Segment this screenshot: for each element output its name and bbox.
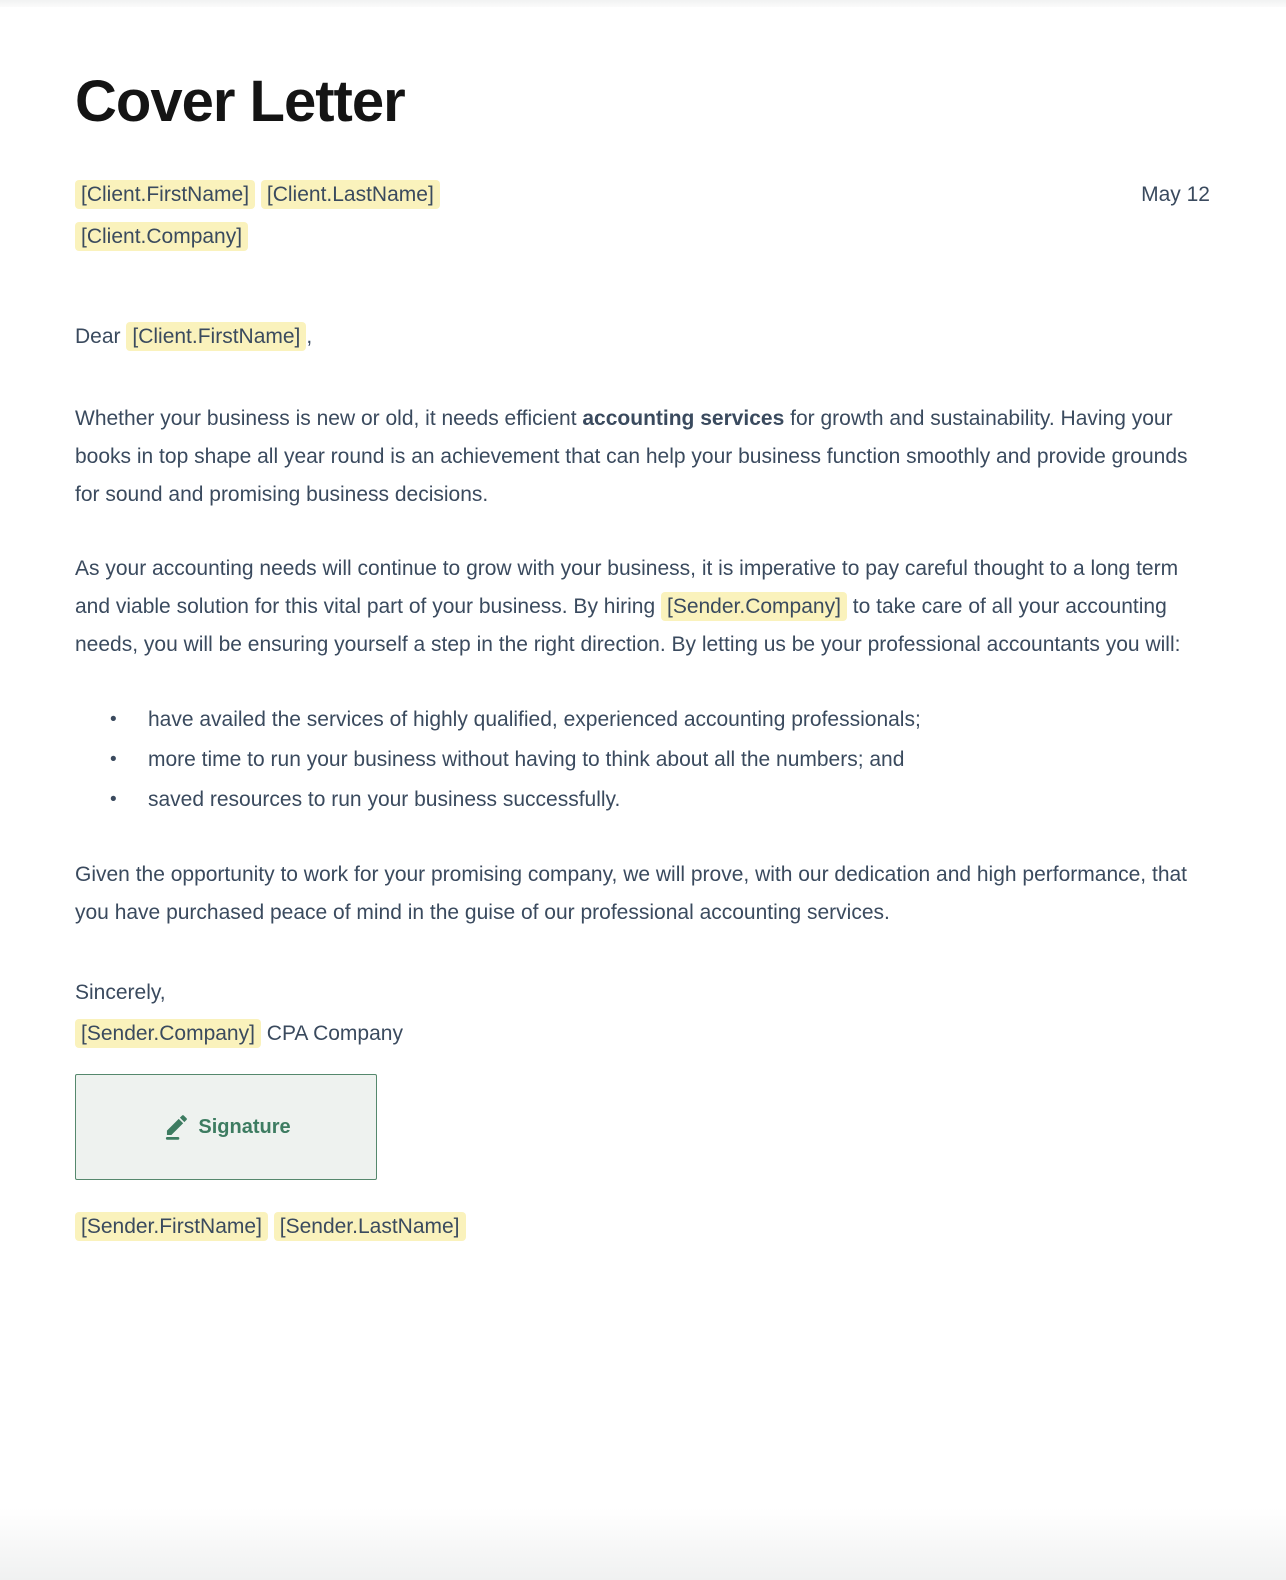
merge-field-token[interactable]: [Sender.LastName] <box>274 1212 466 1241</box>
merge-field-token[interactable]: [Client.FirstName] <box>75 180 255 209</box>
list-item: • saved resources to run your business successfully. <box>110 780 1210 820</box>
signature-button-label: Signature <box>198 1115 291 1138</box>
recipient-block <box>75 174 1210 258</box>
list-item: • have availed the services of highly qualified, experienced accounting professionals; <box>110 700 1210 740</box>
merge-field-token[interactable]: [Client.LastName] <box>261 180 440 209</box>
company-signoff-line <box>75 1013 1210 1054</box>
recipient-company-line <box>75 216 1210 258</box>
recipient-name-line <box>75 174 440 216</box>
salutation <box>75 316 1210 358</box>
text-segment: Whether your business is new or old, it needs efficient <box>75 407 583 430</box>
text-segment: As your accounting needs will continue to grow with your business, it is imperative to pay careful thought to a long term and viable solution for this vital part of your business. By hiring <box>75 557 1179 618</box>
sender-name-line <box>75 1206 1210 1248</box>
text-segment <box>268 1215 274 1238</box>
signature-field[interactable] <box>75 1074 377 1180</box>
document-title: Cover Letter <box>75 69 405 134</box>
page-top-edge <box>0 0 1286 7</box>
merge-field-token[interactable]: [Sender.Company] <box>75 1019 261 1048</box>
list-item: • more time to run your business without having to think about all the numbers; and <box>110 740 1210 780</box>
text-segment: accounting services <box>582 407 785 430</box>
merge-field-token[interactable]: [Client.Company] <box>75 222 248 251</box>
text-segment: Dear <box>75 325 127 348</box>
merge-field-token[interactable]: [Sender.Company] <box>661 592 847 621</box>
text-segment <box>255 183 261 206</box>
paragraph-intro <box>75 400 1210 514</box>
paragraph-outro <box>75 856 1210 932</box>
text-segment: , <box>306 325 313 348</box>
text-segment: CPA Company <box>260 1022 403 1045</box>
paragraph-pitch <box>75 550 1210 664</box>
text-segment: for growth and sustainability. Having your books in top shape all year round is an achievement that can help your business function smoothly and provide grounds for sound and promising business decisions. <box>75 407 1188 506</box>
closing-word: Sincerely, <box>75 981 166 1004</box>
text-segment: to take care of all your accounting needs, you will be ensuring yourself a step in the right direction. By letting us be your professional accountants you will: <box>75 595 1181 656</box>
closing-block <box>75 972 1210 1054</box>
benefits-list <box>75 700 1210 820</box>
page-bottom-edge <box>0 1508 1286 1580</box>
pen-icon <box>161 1113 189 1141</box>
text-segment: Given the opportunity to work for your promising company, we will prove, with our dedication and high performance, that you have purchased peace of mind in the guise of our professional accounting services. <box>75 863 1188 924</box>
merge-field-token[interactable]: [Client.FirstName] <box>126 322 306 351</box>
letter-date: May 12 <box>1141 183 1210 206</box>
merge-field-token[interactable]: [Sender.FirstName] <box>75 1212 268 1241</box>
